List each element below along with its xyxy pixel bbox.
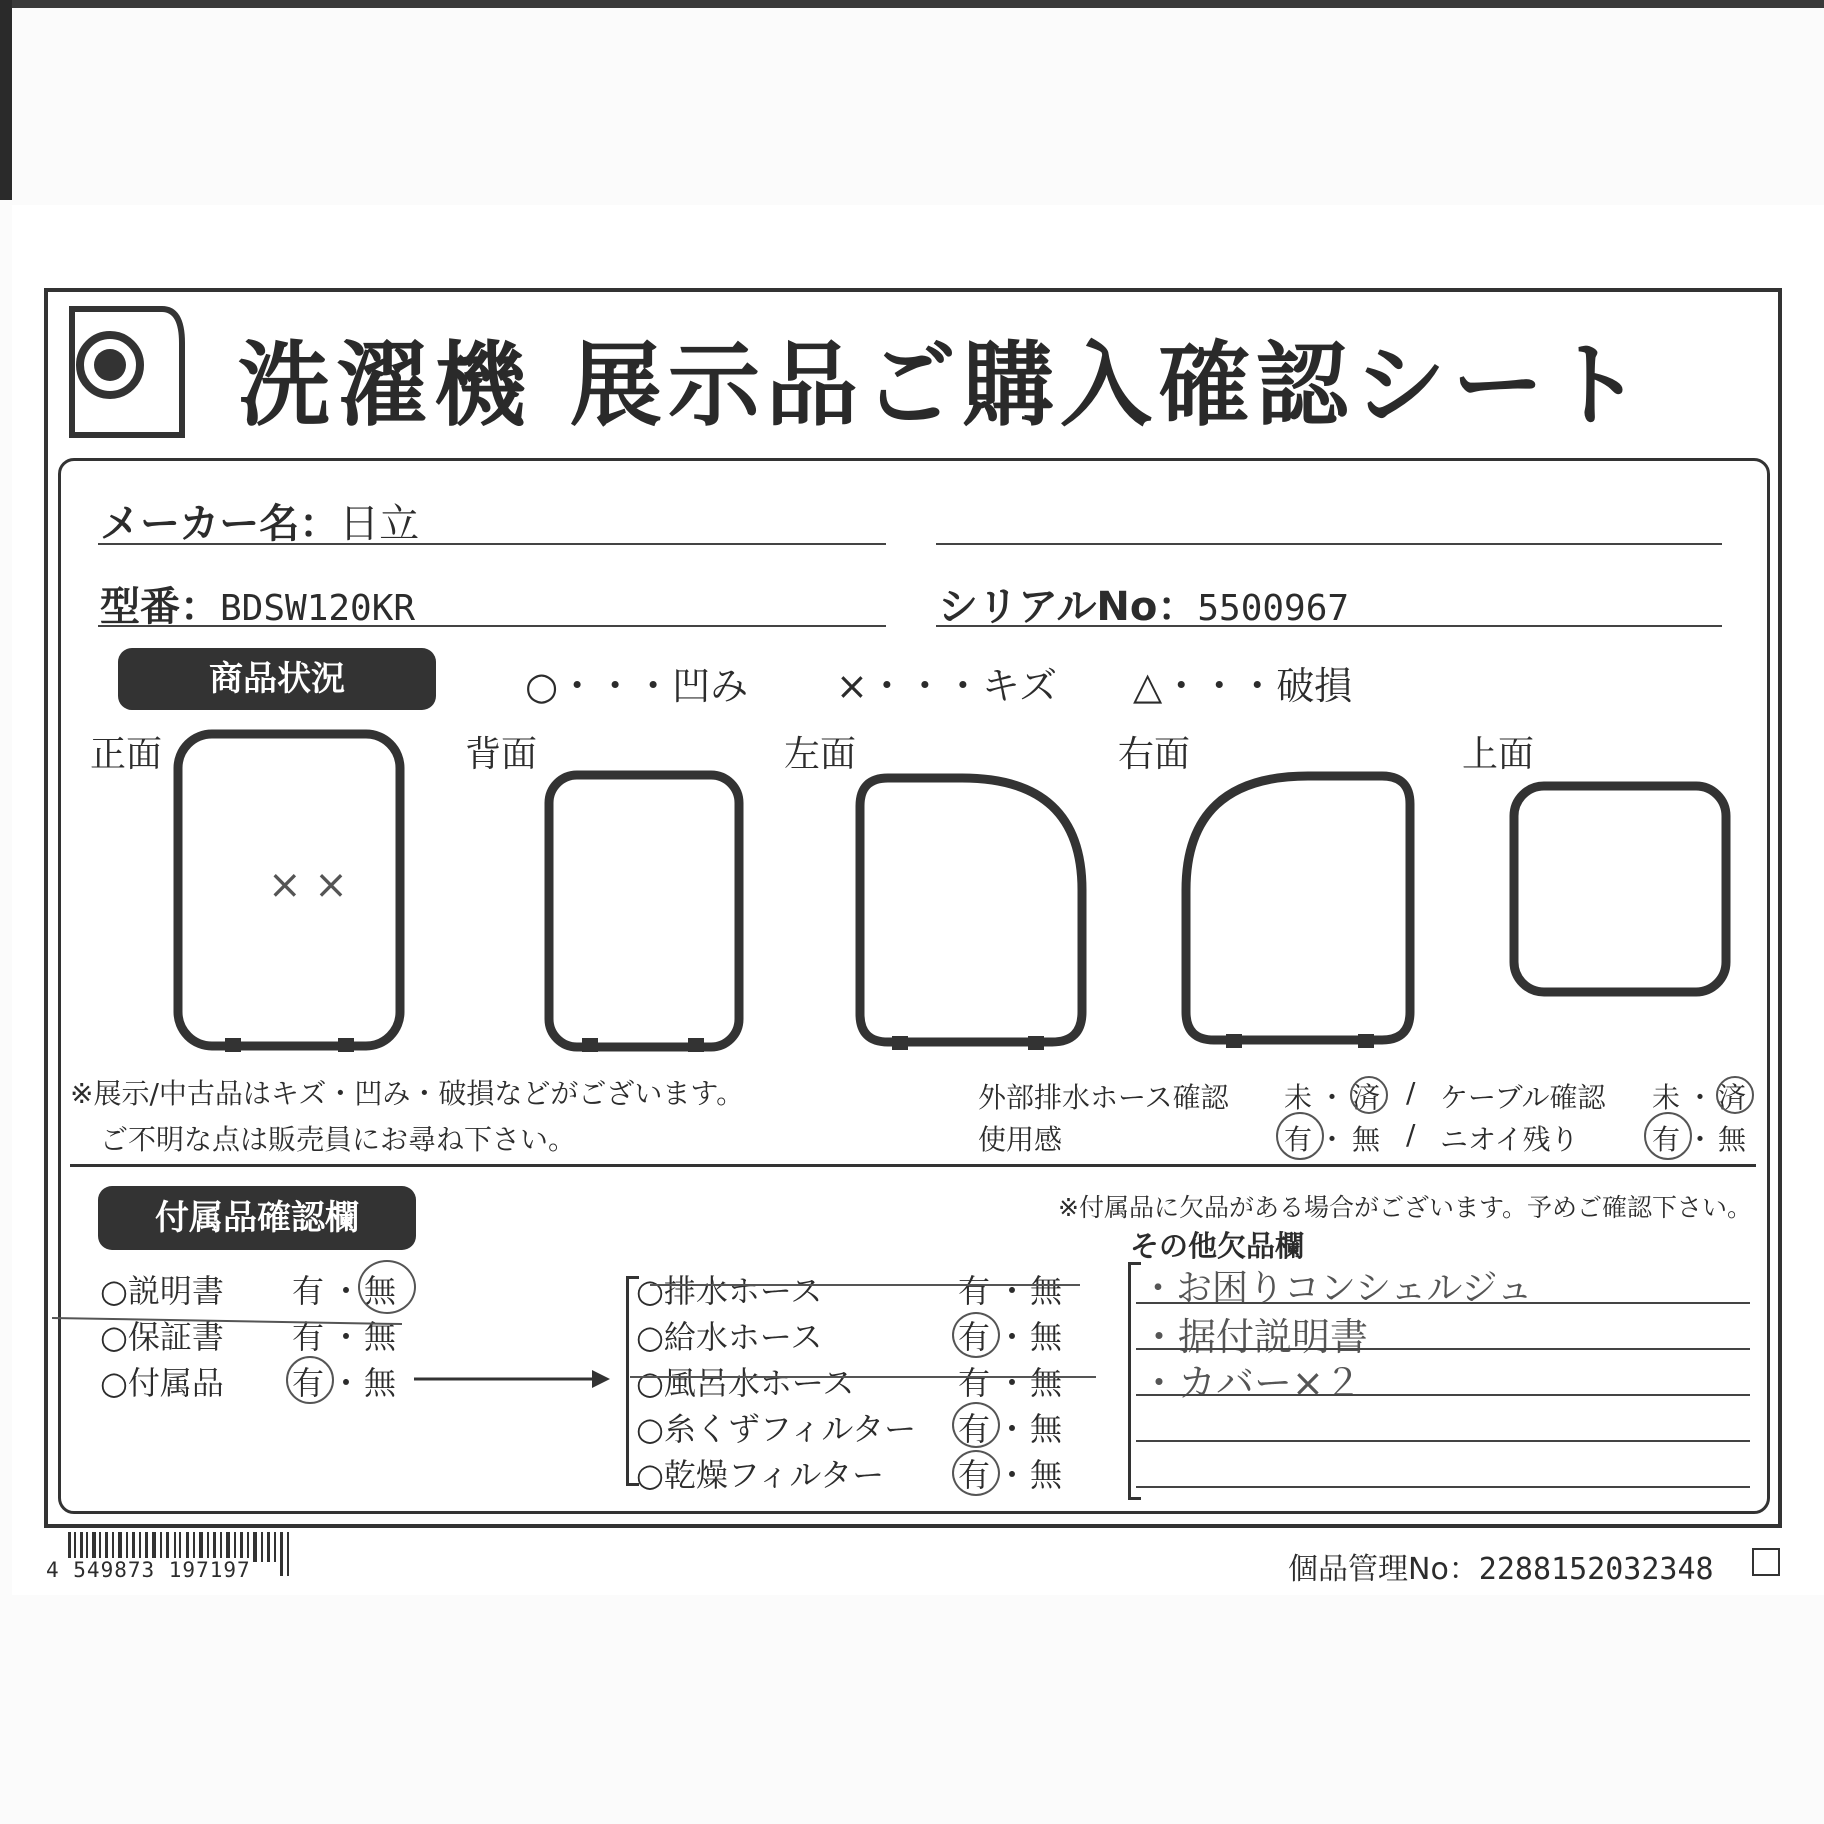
- check-cable-opt1: 未: [1652, 1081, 1681, 1114]
- scan-edge-top: [0, 0, 1824, 8]
- other-missing-heading: その他欠品欄: [1130, 1229, 1305, 1263]
- acc-drain-hose-opt2: 無: [1030, 1272, 1063, 1310]
- other-missing-line-4: [1136, 1440, 1750, 1442]
- maker-field: [100, 492, 419, 549]
- acc-drain-hose-strikethrough: [650, 1284, 1080, 1286]
- acc-supply-hose-opt2: 無: [1030, 1318, 1063, 1356]
- check-drain-hose-opt2: 済: [1352, 1081, 1381, 1114]
- arrow-icon: [414, 1364, 614, 1394]
- acc-warranty-sep: ・: [330, 1318, 363, 1356]
- left-view-diagram: [852, 770, 1092, 1060]
- back-view-diagram: [542, 768, 748, 1060]
- acc-bath-hose-label: ○風呂水ホース: [636, 1364, 855, 1402]
- serial-value: 5500967: [1197, 588, 1350, 629]
- acc-manual-selected-circle: [358, 1260, 416, 1314]
- check-cable-label: ケーブル確認: [1440, 1081, 1606, 1114]
- check-cable-selected-circle: [1716, 1076, 1754, 1114]
- acc-supply-hose-sep: ・: [996, 1318, 1029, 1356]
- page-title: 洗濯機 展示品ご購入確認シート: [238, 332, 1649, 439]
- legend-damage-symbol: △: [1133, 664, 1163, 708]
- acc-lint-filter-label: ○糸くずフィルター: [636, 1410, 917, 1448]
- other-missing-item-1: ・お困りコンシェルジュ: [1140, 1268, 1533, 1309]
- check-wear-label: 使用感: [978, 1123, 1063, 1156]
- acc-manual-opt1: 有: [292, 1272, 325, 1310]
- acc-dry-filter-selected-circle: [952, 1450, 1000, 1496]
- blank-underline: [936, 543, 1722, 545]
- maker-value: 日立: [339, 501, 420, 547]
- disclaimer-line2: ご不明な点は販売員にお尋ね下さい。: [100, 1123, 577, 1156]
- acc-drain-hose-opt1: 有: [958, 1272, 991, 1310]
- front-scratch-marks: × ×: [268, 862, 348, 908]
- right-view-diagram: [1178, 768, 1418, 1060]
- check-odor-opt2: 無: [1718, 1123, 1747, 1156]
- model-field: [100, 575, 415, 632]
- acc-dry-filter-sep: ・: [996, 1456, 1029, 1494]
- check-slash-1: /: [1406, 1076, 1416, 1109]
- legend-scratch-symbol: ×: [836, 664, 868, 708]
- acc-bath-hose-strikethrough: [630, 1376, 1096, 1378]
- check-wear-opt2: 無: [1352, 1123, 1381, 1156]
- other-missing-line-5: [1136, 1486, 1750, 1488]
- acc-accessory-opt2: 無: [364, 1364, 397, 1402]
- other-missing-line-3: [1136, 1394, 1750, 1396]
- check-odor-sep: ・: [1686, 1123, 1715, 1156]
- maker-underline: [98, 543, 886, 545]
- serial-field: [938, 575, 1349, 632]
- disclaimer-line1: ※展示/中古品はキズ・凹み・破損などがございます。: [70, 1077, 745, 1110]
- check-odor-selected-circle: [1644, 1112, 1692, 1160]
- serial-label: シリアルNo：: [938, 584, 1198, 630]
- washing-machine-icon: [66, 303, 186, 443]
- check-cable-opt2: 済: [1718, 1081, 1747, 1114]
- acc-supply-hose-opt1: 有: [958, 1318, 991, 1356]
- other-missing-line-2: [1136, 1348, 1750, 1350]
- item-no-field: [1288, 1544, 1714, 1588]
- check-cable-sep: ・: [1686, 1081, 1715, 1114]
- check-slash-2: /: [1406, 1118, 1416, 1151]
- model-label: 型番：: [100, 584, 220, 630]
- check-drain-hose-opt1: 未: [1284, 1081, 1313, 1114]
- acc-warranty-opt1: 有: [292, 1318, 325, 1356]
- scan-edge-left: [0, 0, 12, 200]
- other-missing-line-1: [1136, 1302, 1750, 1304]
- acc-accessory-selected-circle: [286, 1356, 334, 1404]
- model-value: BDSW120KR: [220, 588, 416, 629]
- check-wear-sep: ・: [1318, 1123, 1347, 1156]
- acc-bath-hose-sep: ・: [996, 1364, 1029, 1402]
- item-no-value: 2288152032348: [1478, 1552, 1714, 1587]
- acc-bath-hose-opt2: 無: [1030, 1364, 1063, 1402]
- acc-bath-hose-opt1: 有: [958, 1364, 991, 1402]
- view-label-left: 左面: [784, 734, 857, 775]
- barcode-number: 4 549873 197197: [46, 1558, 251, 1582]
- acc-accessory-label: ○付属品: [100, 1364, 224, 1402]
- other-missing-item-2: ・据付説明書: [1140, 1315, 1369, 1359]
- legend-dent: [525, 655, 748, 710]
- model-underline: [98, 625, 886, 627]
- legend-dent-symbol: ○: [525, 664, 559, 708]
- acc-accessory-sep: ・: [330, 1364, 363, 1402]
- acc-lint-filter-sep: ・: [996, 1410, 1029, 1448]
- item-no-label: 個品管理No：: [1288, 1552, 1479, 1587]
- item-checkbox[interactable]: [1752, 1548, 1780, 1576]
- view-label-front: 正面: [90, 734, 163, 775]
- acc-dry-filter-opt2: 無: [1030, 1456, 1063, 1494]
- serial-underline: [936, 625, 1722, 627]
- other-missing-item-3: ・カバー×２: [1140, 1361, 1362, 1405]
- check-drain-hose-selected-circle: [1350, 1076, 1388, 1114]
- acc-drain-hose-sep: ・: [996, 1272, 1029, 1310]
- legend-scratch-text: ・・・キズ: [867, 664, 1058, 708]
- legend-damage-text: ・・・破損: [1162, 664, 1353, 708]
- check-drain-hose-label: 外部排水ホース確認: [978, 1081, 1229, 1114]
- check-odor-label: ニオイ残り: [1440, 1123, 1579, 1156]
- legend-damage: [1133, 655, 1352, 710]
- acc-supply-hose-label: ○給水ホース: [636, 1318, 823, 1356]
- acc-lint-filter-opt1: 有: [958, 1410, 991, 1448]
- legend-dent-text: ・・・凹み: [558, 664, 749, 708]
- acc-warranty-label: ○保証書: [100, 1318, 224, 1356]
- condition-heading: 商品状況: [118, 648, 436, 710]
- acc-dry-filter-opt1: 有: [958, 1456, 991, 1494]
- acc-warranty-opt2: 無: [364, 1318, 397, 1356]
- check-wear-selected-circle: [1276, 1112, 1324, 1160]
- acc-manual-sep: ・: [330, 1272, 363, 1310]
- check-drain-hose-sep: ・: [1318, 1081, 1347, 1114]
- acc-lint-filter-opt2: 無: [1030, 1410, 1063, 1448]
- check-wear-opt1: 有: [1284, 1123, 1313, 1156]
- acc-drain-hose-label: ○排水ホース: [636, 1272, 823, 1310]
- acc-lint-filter-selected-circle: [952, 1402, 1000, 1448]
- acc-accessory-opt1: 有: [292, 1364, 325, 1402]
- acc-supply-hose-selected-circle: [952, 1312, 1000, 1358]
- view-label-back: 背面: [465, 734, 538, 775]
- top-view-diagram: [1506, 778, 1734, 1000]
- accessories-heading: 付属品確認欄: [98, 1186, 416, 1250]
- accessories-note: ※付属品に欠品がある場合がございます。予めご確認下さい。: [1058, 1193, 1752, 1222]
- acc-dry-filter-label: ○乾燥フィルター: [636, 1456, 885, 1494]
- check-odor-opt1: 有: [1652, 1123, 1681, 1156]
- legend-scratch: [836, 655, 1057, 710]
- section-divider: [70, 1164, 1756, 1167]
- acc-manual-opt2: 無: [364, 1272, 397, 1310]
- acc-manual-label: ○説明書: [100, 1272, 224, 1310]
- view-label-top: 上面: [1462, 734, 1535, 775]
- maker-label: メーカー名：: [100, 501, 340, 547]
- view-label-right: 右面: [1118, 734, 1191, 775]
